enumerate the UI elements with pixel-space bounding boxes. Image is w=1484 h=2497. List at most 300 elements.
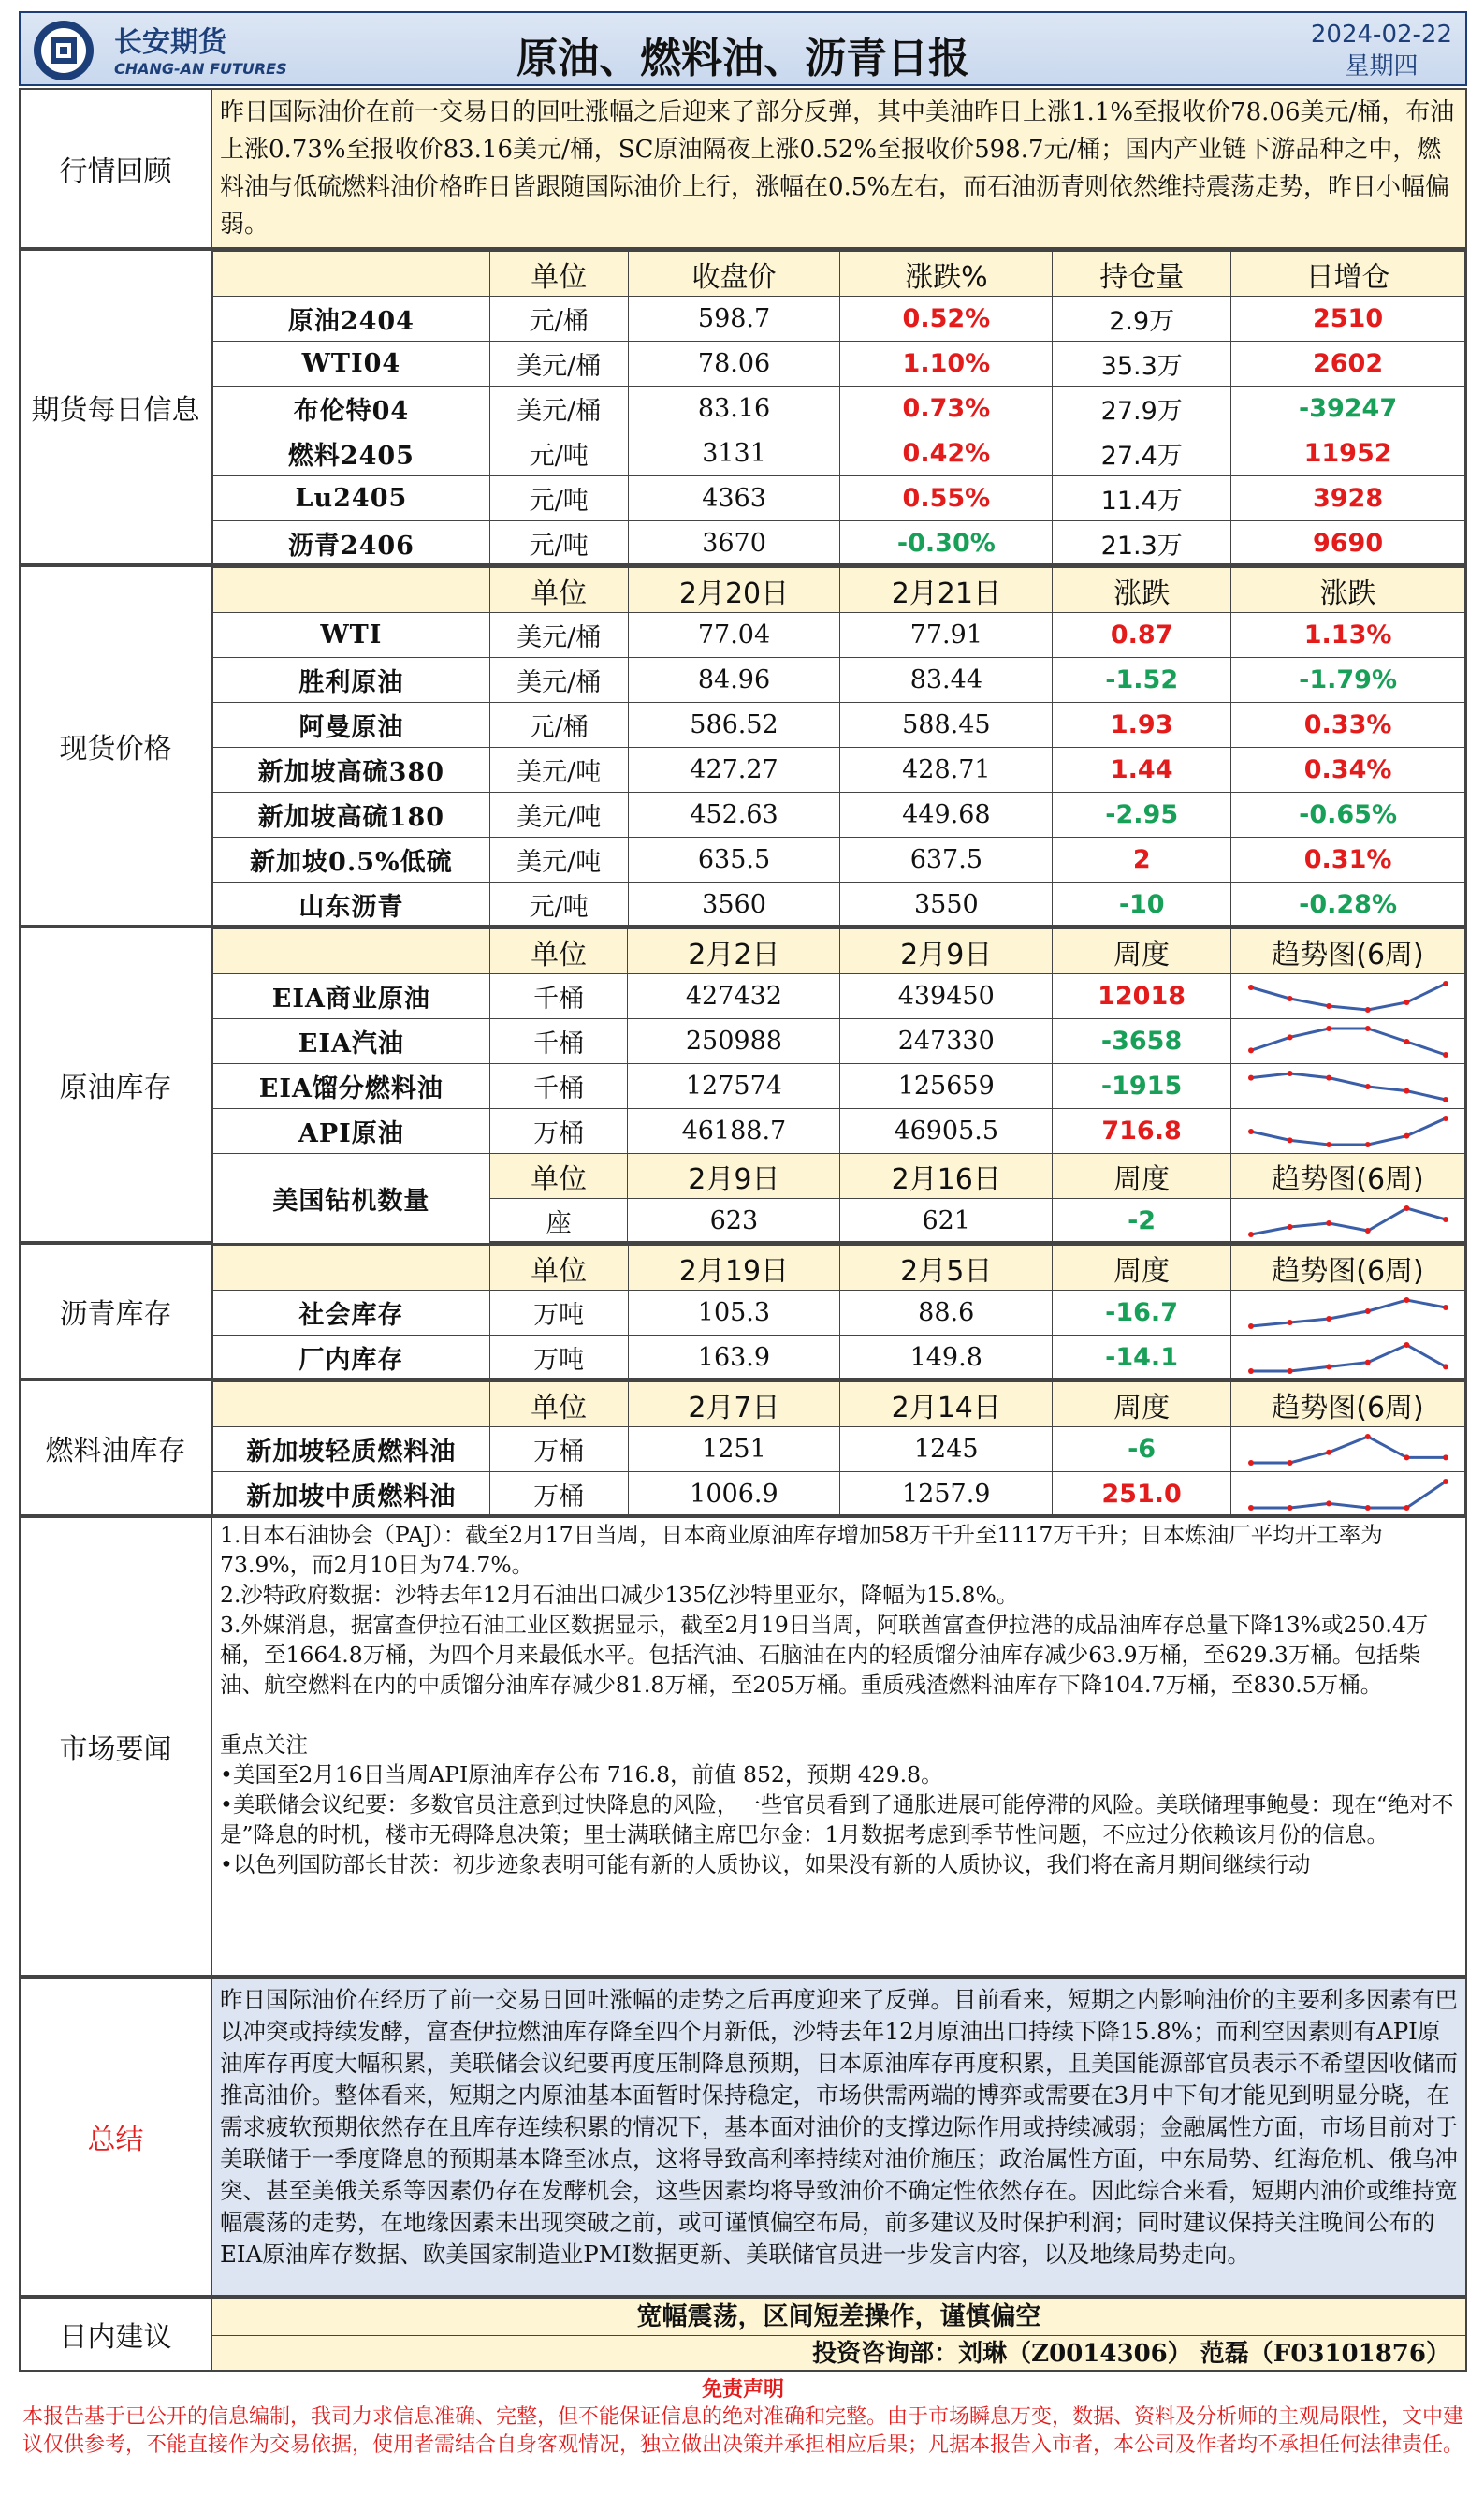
open-interest: 11.4万: [1053, 476, 1231, 521]
header-cell: 2月9日: [840, 929, 1053, 974]
row-unit: 美元/吨: [489, 793, 628, 838]
trend-cell: [1231, 1472, 1465, 1517]
header-cell: 持仓量: [1053, 252, 1231, 297]
asphalt-stock-rows: [213, 1291, 1465, 1380]
trend-point: [1248, 1368, 1254, 1374]
value-period1: 46188.7: [628, 1109, 840, 1154]
trend-point: [1248, 1232, 1254, 1237]
price-change: -10: [1053, 883, 1231, 927]
price-change: 1.44: [1053, 748, 1231, 793]
rig-header-row: [213, 1154, 1465, 1199]
row-name: 厂内库存: [213, 1336, 490, 1380]
header-cell: [213, 252, 490, 297]
table-row: [213, 1427, 1465, 1472]
row-name: EIA馏分燃料油: [213, 1064, 490, 1109]
row-name: 胜利原油: [213, 658, 490, 703]
weekly-change: -3658: [1053, 1019, 1231, 1064]
weekly-change: 716.8: [1053, 1109, 1231, 1154]
news-body: [212, 1518, 1465, 1975]
summary-label: 总结: [21, 1979, 212, 2295]
trend-point: [1364, 1359, 1370, 1365]
spot-section: [19, 565, 1467, 927]
rig-d1: 623: [628, 1199, 840, 1244]
trend-point: [1287, 1460, 1292, 1466]
trend-point: [1443, 1116, 1448, 1121]
crude-stock-section: [19, 927, 1467, 1243]
header-cell: 趋势图(6周): [1231, 1246, 1465, 1291]
row-unit: 千桶: [489, 1019, 628, 1064]
row-name: 新加坡高硫180: [213, 793, 490, 838]
price-change: 2: [1053, 838, 1231, 883]
value-period1: 127574: [628, 1064, 840, 1109]
row-unit: 美元/吨: [489, 748, 628, 793]
row-unit: 美元/桶: [489, 342, 628, 387]
market-review-text: 昨日国际油价在前一交易日的回吐涨幅之后迎来了部分反弹，其中美油昨日上涨1.1%至报收价78.06美元/桶，布油上涨0.73%至报收价83.16美元/桶，SC原油隔夜上涨0.52%至报收价598.7元/桶；国内产业链下游品种之中，燃料油与低硫燃料油价格昨日皆跟随国际油价上行，涨幅在0.5%左右，而石油沥青则依然维持震荡走势，昨日小幅偏弱。: [212, 90, 1465, 247]
news-section: [19, 1516, 1467, 1977]
trend-point: [1443, 1052, 1448, 1058]
close-price: 4363: [628, 476, 840, 521]
row-unit: 万吨: [489, 1291, 628, 1336]
advice-label: 日内建议: [21, 2299, 212, 2370]
value-period2: 247330: [840, 1019, 1053, 1064]
table-row: [213, 703, 1465, 748]
trend-line: [1251, 1118, 1446, 1145]
trend-sparkline: [1245, 1113, 1451, 1150]
trend-point: [1404, 1039, 1409, 1044]
fuel-stock-rows: [213, 1427, 1465, 1517]
row-unit: 万桶: [489, 1109, 628, 1154]
trend-point: [1326, 1364, 1331, 1369]
header-cell: [213, 1246, 490, 1291]
fuel-stock-section: [19, 1380, 1467, 1516]
trend-line: [1251, 984, 1446, 1010]
trend-point: [1443, 1454, 1448, 1460]
crude-stock-rows: [213, 974, 1465, 1154]
trend-sparkline: [1245, 1023, 1451, 1060]
price-day2: 428.71: [840, 748, 1053, 793]
table-row: [213, 431, 1465, 476]
trend-point: [1326, 1074, 1331, 1080]
header-cell: 单位: [489, 568, 628, 613]
crude-stock-label: 原油库存: [21, 928, 212, 1241]
focus-title: 重点关注: [220, 1731, 308, 1758]
row-name: Lu2405: [213, 476, 490, 521]
trend-point: [1326, 1142, 1331, 1147]
focus-item: •美国至2月16日当周API原油库存公布 716.8，前值 852，预期 429.8。: [220, 1761, 943, 1788]
value-period1: 163.9: [628, 1336, 840, 1380]
date-text: 2024-02-22: [1310, 21, 1452, 49]
trend-point: [1443, 1479, 1448, 1484]
spot-rows: [213, 613, 1465, 927]
trend-point: [1248, 1047, 1254, 1053]
row-name: 新加坡0.5%低硫: [213, 838, 490, 883]
disclaimer-text: 本报告基于已公开的信息编制，我司力求信息准确、完整，但不能保证信息的绝对准确和完整。由于市场瞬息万变，数据、资料及分析师的主观局限性，文中建议仅供参考，不能直接作为交易依据，使用者需结合自身客观情况，独立做出决策并承担相应后果；凡据本报告入市者，本公司及作者均不承担任何法律责任。: [22, 2405, 1463, 2457]
report-title: 原油、燃料油、沥青日报: [516, 35, 969, 82]
table-row: [213, 613, 1465, 658]
trend-point: [1326, 1500, 1331, 1506]
header-cell: 2月2日: [628, 929, 840, 974]
trend-point: [1326, 1220, 1331, 1226]
weekly-change: -14.1: [1053, 1336, 1231, 1380]
weekly-change: -16.7: [1053, 1291, 1231, 1336]
trend-point: [1404, 1088, 1409, 1093]
header-cell: 2月20日: [628, 568, 840, 613]
price-day1: 635.5: [628, 838, 840, 883]
rig-d2: 621: [840, 1199, 1053, 1244]
trend-point: [1326, 1316, 1331, 1322]
row-unit: 美元/桶: [489, 658, 628, 703]
trend-line: [1251, 1073, 1446, 1100]
row-name: 社会库存: [213, 1291, 490, 1336]
header-cell: 涨跌%: [840, 252, 1053, 297]
price-change: -2.95: [1053, 793, 1231, 838]
report-header: [19, 11, 1467, 86]
table-header-row: [213, 568, 1465, 613]
asphalt-stock-section: [19, 1243, 1467, 1380]
value-period2: 88.6: [840, 1291, 1053, 1336]
row-unit: 元/桶: [489, 703, 628, 748]
header-cell: 2月21日: [840, 568, 1053, 613]
weekly-change: -1915: [1053, 1064, 1231, 1109]
trend-point: [1364, 1142, 1370, 1147]
price-change-percent: 1.13%: [1231, 613, 1465, 658]
futures-label: 期货每日信息: [21, 251, 212, 563]
trend-point: [1326, 1026, 1331, 1031]
value-period1: 105.3: [628, 1291, 840, 1336]
trend-point: [1404, 1342, 1409, 1348]
news-item: 1.日本石油协会（PAJ）：截至2月17日当周，日本商业原油库存增加58万千升至1117万千升；日本炼油厂平均开工率为73.9%，而2月10日为74.7%。: [220, 1522, 1383, 1578]
row-name: 新加坡高硫380: [213, 748, 490, 793]
header-cell: 趋势图(6周): [1231, 1382, 1465, 1427]
header-cell: 收盘价: [628, 252, 840, 297]
row-name: 山东沥青: [213, 883, 490, 927]
summary-text: 昨日国际油价在经历了前一交易日回吐涨幅的走势之后再度迎来了反弹。目前看来，短期之内影响油价的主要利多因素有巴以冲突或持续发酵，富查伊拉燃油库存降至四个月新低，沙特去年12月原油出口持续下降15.8%；而利空因素则有API原油库存再度大幅积累，美联储会议纪要再度压制降息预期，日本原油库存再度积累，且美国能源部官员表示不希望因收储而推高油价。整体看来，短期之内原油基本面暂时保持稳定，市场供需两端的博弈或需要在3月中下旬才能见到明显分晓，在需求疲软预期依然存在且库存连续积累的情况下，基本面对油价的支撑边际作用或持续减弱；金融属性方面，市场目前对于美联储于一季度降息的预期基本降至冰点，这将导致高利率持续对油价施压；政治属性方面，中东局势、红海危机、俄乌冲突、甚至美俄关系等因素仍存在发酵机会，这些因素均将导致油价不确定性依然存在。因此综合来看，短期内油价或维持宽幅震荡的走势，在地缘因素未出现突破之前，或可谨慎偏空布局，前多建议及时保护利润；同时建议保持关注晚间公布的EIA原油库存数据、欧美国家制造业PMI数据更新、美联储官员进一步发言内容，以及地缘局势走向。: [212, 1979, 1465, 2295]
daily-oi-change: 9690: [1231, 521, 1465, 566]
value-period1: 250988: [628, 1019, 840, 1064]
table-row: [213, 342, 1465, 387]
trend-point: [1287, 1505, 1292, 1511]
trend-point: [1404, 1205, 1409, 1211]
header-cell: [213, 1382, 490, 1427]
weekly-change: 251.0: [1053, 1472, 1231, 1517]
focus-item: •以色列国防部长甘茨：初步迹象表明可能有新的人质协议，如果没有新的人质协议，我们将在斋月期间继续行动: [220, 1851, 1311, 1877]
advice-section: [19, 2297, 1467, 2372]
trend-point: [1287, 1224, 1292, 1230]
header-cell: 单位: [489, 929, 628, 974]
trend-point: [1443, 981, 1448, 986]
trend-point: [1248, 985, 1254, 990]
trend-cell: [1231, 974, 1465, 1019]
consultant-info: 投资咨询部：刘琳（Z0014306） 范磊（F03101876）: [212, 2336, 1465, 2370]
price-day2: 637.5: [840, 838, 1053, 883]
trend-point: [1287, 1137, 1292, 1143]
change-percent: 0.55%: [840, 476, 1053, 521]
row-name: 原油2404: [213, 297, 490, 342]
change-percent: 0.73%: [840, 387, 1053, 431]
row-unit: 千桶: [489, 974, 628, 1019]
daily-oi-change: 2510: [1231, 297, 1465, 342]
weekday-text: 星期四: [1345, 52, 1419, 80]
open-interest: 27.9万: [1053, 387, 1231, 431]
header-cell: [213, 929, 490, 974]
table-row: [213, 748, 1465, 793]
weekly-change: -6: [1053, 1427, 1231, 1472]
trend-point: [1404, 1000, 1409, 1005]
rig-trend-cell: [1231, 1199, 1465, 1244]
trend-line: [1251, 1208, 1446, 1234]
trend-point: [1326, 1003, 1331, 1009]
trend-sparkline: [1245, 1476, 1451, 1513]
trend-point: [1364, 1308, 1370, 1314]
price-change: 1.93: [1053, 703, 1231, 748]
table-row: [213, 476, 1465, 521]
row-unit: 美元/桶: [489, 387, 628, 431]
header-cell: 周度: [1053, 1154, 1231, 1199]
price-day1: 427.27: [628, 748, 840, 793]
header-cell: 2月14日: [840, 1382, 1053, 1427]
row-unit: 美元/桶: [489, 613, 628, 658]
trend-point: [1364, 1434, 1370, 1439]
price-day2: 588.45: [840, 703, 1053, 748]
value-period2: 125659: [840, 1064, 1053, 1109]
close-price: 83.16: [628, 387, 840, 431]
futures-rows: [213, 297, 1465, 566]
trend-point: [1364, 1084, 1370, 1089]
table-header-row: [213, 252, 1465, 297]
table-header-row: [213, 1246, 1465, 1291]
change-percent: 0.42%: [840, 431, 1053, 476]
header-cell: 周度: [1053, 1382, 1231, 1427]
trend-point: [1443, 1097, 1448, 1102]
price-day2: 449.68: [840, 793, 1053, 838]
price-day1: 586.52: [628, 703, 840, 748]
price-day1: 452.63: [628, 793, 840, 838]
weekly-change: 12018: [1053, 974, 1231, 1019]
rig-count-name: 美国钻机数量: [213, 1154, 490, 1244]
header-cell: 涨跌: [1053, 568, 1231, 613]
row-name: 新加坡轻质燃料油: [213, 1427, 490, 1472]
value-period1: 427432: [628, 974, 840, 1019]
market-review-section: [19, 88, 1467, 249]
trend-cell: [1231, 1427, 1465, 1472]
trend-line: [1251, 1300, 1446, 1326]
header-cell: 涨跌: [1231, 568, 1465, 613]
change-percent: -0.30%: [840, 521, 1053, 566]
row-name: 沥青2406: [213, 521, 490, 566]
price-change-percent: -1.79%: [1231, 658, 1465, 703]
trend-cell: [1231, 1064, 1465, 1109]
trend-sparkline: [1245, 1294, 1451, 1332]
fuel-stock-label: 燃料油库存: [21, 1381, 212, 1514]
table-row: [213, 1291, 1465, 1336]
open-interest: 27.4万: [1053, 431, 1231, 476]
disclaimer: [19, 2375, 1467, 2493]
trend-line: [1251, 1345, 1446, 1371]
price-day1: 84.96: [628, 658, 840, 703]
row-name: 阿曼原油: [213, 703, 490, 748]
table-row: [213, 658, 1465, 703]
brand-name-cn: 长安期货: [114, 26, 226, 59]
row-unit: 万桶: [489, 1472, 628, 1517]
value-period2: 1245: [840, 1427, 1053, 1472]
trend-point: [1404, 1505, 1409, 1511]
summary-section: [19, 1977, 1467, 2297]
table-row: [213, 297, 1465, 342]
table-row: [213, 521, 1465, 566]
header-cell: 2月19日: [628, 1246, 840, 1291]
rig-trend-sparkline: [1245, 1203, 1451, 1240]
table-row: [213, 1019, 1465, 1064]
change-percent: 1.10%: [840, 342, 1053, 387]
spot-label: 现货价格: [21, 567, 212, 925]
row-unit: 元/吨: [489, 431, 628, 476]
brand-name-en: CHANG-AN FUTURES: [114, 60, 287, 78]
row-unit: 万桶: [489, 1427, 628, 1472]
header-cell: 2月5日: [840, 1246, 1053, 1291]
value-period2: 46905.5: [840, 1109, 1053, 1154]
header-cell: 2月9日: [628, 1154, 840, 1199]
trend-point: [1404, 1454, 1409, 1460]
close-price: 3131: [628, 431, 840, 476]
row-name: 布伦特04: [213, 387, 490, 431]
trend-point: [1443, 1364, 1448, 1369]
row-name: 燃料2405: [213, 431, 490, 476]
trend-line: [1251, 1437, 1446, 1463]
daily-oi-change: 3928: [1231, 476, 1465, 521]
trend-point: [1364, 1228, 1370, 1234]
header-cell: 趋势图(6周): [1231, 1154, 1465, 1199]
header-cell: 2月16日: [840, 1154, 1053, 1199]
row-unit: 千桶: [489, 1064, 628, 1109]
table-row: [213, 1472, 1465, 1517]
row-name: EIA商业原油: [213, 974, 490, 1019]
header-cell: 单位: [489, 1154, 628, 1199]
row-name: EIA汽油: [213, 1019, 490, 1064]
asphalt-stock-label: 沥青库存: [21, 1245, 212, 1378]
price-day1: 77.04: [628, 613, 840, 658]
trend-point: [1287, 1320, 1292, 1325]
news-item: 3.外媒消息，据富查伊拉石油工业区数据显示，截至2月19日当周，阿联酋富查伊拉港的成品油库存总量下降13%或250.4万桶，至1664.8万桶，为四个月来最低水平。包括汽油、石脑油在内的轻质馏分油库存减少63.9万桶，至629.3万桶。包括柴油、航空燃料在内的中质馏分油库存减少81.8万桶，至205万桶。重质残渣燃料油库存下降104.7万桶，至830.5万桶。: [220, 1612, 1429, 1698]
trend-point: [1287, 1034, 1292, 1040]
header-cell: 单位: [489, 252, 628, 297]
price-change-percent: 0.31%: [1231, 838, 1465, 883]
news-item: 2.沙特政府数据：沙特去年12月石油出口减少135亿沙特里亚尔，降幅为15.8%。: [220, 1582, 1019, 1608]
table-row: [213, 1064, 1465, 1109]
header-cell: 单位: [489, 1382, 628, 1427]
daily-oi-change: 11952: [1231, 431, 1465, 476]
trend-cell: [1231, 1336, 1465, 1380]
value-period1: 1251: [628, 1427, 840, 1472]
price-change-percent: 0.33%: [1231, 703, 1465, 748]
table-row: [213, 387, 1465, 431]
row-unit: 美元/吨: [489, 838, 628, 883]
header-cell: 日增仓: [1231, 252, 1465, 297]
price-change-percent: 0.34%: [1231, 748, 1465, 793]
trend-line: [1251, 1029, 1446, 1055]
report-date: [1311, 19, 1452, 82]
change-percent: 0.52%: [840, 297, 1053, 342]
trend-cell: [1231, 1291, 1465, 1336]
trend-point: [1364, 1026, 1370, 1031]
trend-point: [1364, 1007, 1370, 1013]
trend-point: [1248, 1460, 1254, 1466]
row-unit: 元/吨: [489, 883, 628, 927]
price-day2: 83.44: [840, 658, 1053, 703]
trend-sparkline: [1245, 978, 1451, 1015]
crude-stock-table: [212, 928, 1465, 1244]
row-unit: 万吨: [489, 1336, 628, 1380]
futures-table: [212, 251, 1465, 566]
trend-point: [1364, 1505, 1370, 1511]
trend-point: [1404, 1297, 1409, 1303]
trend-sparkline: [1245, 1339, 1451, 1377]
table-row: [213, 793, 1465, 838]
close-price: 3670: [628, 521, 840, 566]
table-row: [213, 1336, 1465, 1380]
header-cell: 趋势图(6周): [1231, 929, 1465, 974]
trend-point: [1287, 1071, 1292, 1076]
daily-oi-change: -39247: [1231, 387, 1465, 431]
report-page: [19, 11, 1467, 2488]
header-cell: 周度: [1053, 929, 1231, 974]
asphalt-stock-table: [212, 1245, 1465, 1380]
table-row: [213, 1109, 1465, 1154]
header-cell: 单位: [489, 1246, 628, 1291]
trend-point: [1404, 1132, 1409, 1138]
trend-point: [1248, 1323, 1254, 1329]
open-interest: 2.9万: [1053, 297, 1231, 342]
header-cell: 周度: [1053, 1246, 1231, 1291]
trend-sparkline: [1245, 1068, 1451, 1105]
row-unit: 元/吨: [489, 521, 628, 566]
table-header-row: [213, 1382, 1465, 1427]
table-header-row: [213, 929, 1465, 974]
trend-point: [1248, 1129, 1254, 1134]
rig-weekly-change: -2: [1053, 1199, 1231, 1244]
header-cell: 2月7日: [628, 1382, 840, 1427]
advice-text: 宽幅震荡，区间短差操作，谨慎偏空: [212, 2299, 1465, 2336]
value-period1: 1006.9: [628, 1472, 840, 1517]
row-name: WTI04: [213, 342, 490, 387]
value-period2: 149.8: [840, 1336, 1053, 1380]
value-period2: 1257.9: [840, 1472, 1053, 1517]
row-name: 新加坡中质燃料油: [213, 1472, 490, 1517]
value-period2: 439450: [840, 974, 1053, 1019]
market-review-label: 行情回顾: [21, 90, 212, 247]
trend-cell: [1231, 1109, 1465, 1154]
rig-unit: 座: [489, 1199, 628, 1244]
trend-point: [1326, 1449, 1331, 1454]
price-change-percent: -0.28%: [1231, 883, 1465, 927]
row-unit: 元/桶: [489, 297, 628, 342]
open-interest: 21.3万: [1053, 521, 1231, 566]
disclaimer-title: 免责声明: [701, 2377, 784, 2402]
fuel-stock-table: [212, 1381, 1465, 1517]
header-cell: [213, 568, 490, 613]
trend-point: [1248, 1074, 1254, 1080]
trend-point: [1287, 996, 1292, 1001]
price-change: 0.87: [1053, 613, 1231, 658]
row-name: WTI: [213, 613, 490, 658]
news-label: 市场要闻: [21, 1518, 212, 1975]
trend-cell: [1231, 1019, 1465, 1064]
trend-point: [1248, 1505, 1254, 1511]
daily-oi-change: 2602: [1231, 342, 1465, 387]
table-row: [213, 883, 1465, 927]
price-change-percent: -0.65%: [1231, 793, 1465, 838]
price-day2: 77.91: [840, 613, 1053, 658]
trend-point: [1443, 1217, 1448, 1222]
